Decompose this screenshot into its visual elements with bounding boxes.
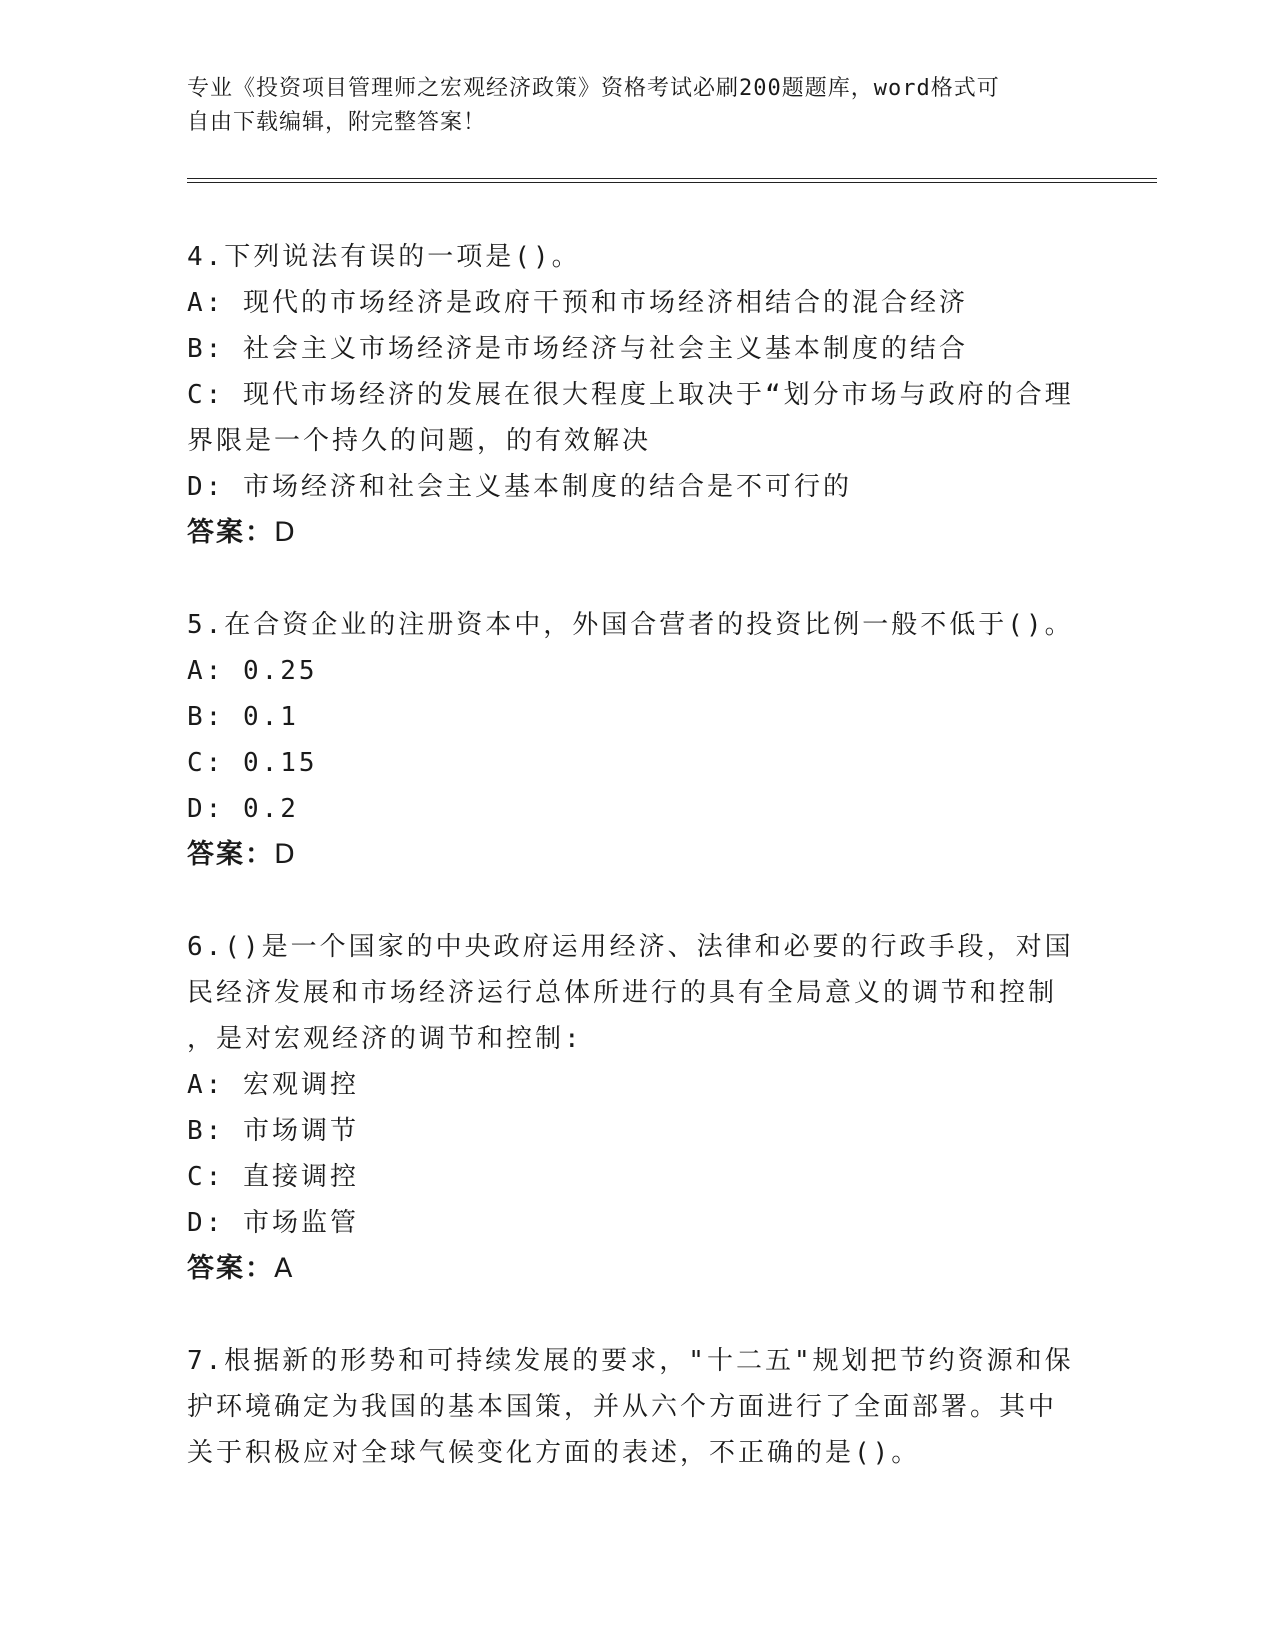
question-stem-line-3: 关于积极应对全球气候变化方面的表述，不正确的是()。	[187, 1438, 921, 1468]
question-4	[187, 234, 1087, 556]
option-c-continued: 界限是一个持久的问题，的有效解决	[187, 426, 652, 456]
answer-label: 答案：	[187, 839, 274, 870]
question-stem: 6.()是一个国家的中央政府运用经济、法律和必要的行政手段，对国	[187, 932, 1074, 962]
answer	[187, 510, 1087, 556]
option-d: D: 市场经济和社会主义基本制度的结合是不可行的	[187, 472, 852, 502]
question-stem-line-2: 民经济发展和市场经济运行总体所进行的具有全局意义的调节和控制	[187, 978, 1058, 1008]
answer	[187, 832, 1087, 878]
answer-label: 答案：	[187, 517, 274, 548]
question-stem-line-2: 护环境确定为我国的基本国策，并从六个方面进行了全面部署。其中	[187, 1392, 1058, 1422]
option-b: B: 社会主义市场经济是市场经济与社会主义基本制度的结合	[187, 334, 968, 364]
document-header	[187, 72, 1067, 140]
question-list	[187, 234, 1087, 1522]
header-divider	[187, 178, 1157, 183]
question-5	[187, 602, 1087, 878]
question-6	[187, 924, 1087, 1292]
question-stem: 5.在合资企业的注册资本中，外国合营者的投资比例一般不低于()。	[187, 610, 1074, 640]
question-stem: 7.根据新的形势和可持续发展的要求，"十二五"规划把节约资源和保	[187, 1346, 1074, 1376]
option-a: A: 宏观调控	[187, 1070, 359, 1100]
option-c: C: 直接调控	[187, 1162, 359, 1192]
option-b: B: 0.1	[187, 702, 299, 732]
option-a: A: 0.25	[187, 656, 318, 686]
option-c: C: 0.15	[187, 748, 318, 778]
option-d: D: 0.2	[187, 794, 299, 824]
answer-value: D	[274, 517, 297, 548]
answer-value: A	[274, 1253, 295, 1284]
answer-value: D	[274, 839, 297, 870]
header-line-2: 自由下载编辑，附完整答案！	[187, 110, 487, 135]
answer-label: 答案：	[187, 1253, 274, 1284]
header-line-1: 专业《投资项目管理师之宏观经济政策》资格考试必刷200题题库，word格式可	[187, 76, 1000, 101]
option-a: A: 现代的市场经济是政府干预和市场经济相结合的混合经济	[187, 288, 968, 318]
question-stem: 4.下列说法有误的一项是()。	[187, 242, 581, 272]
answer	[187, 1246, 1087, 1292]
option-c: C: 现代市场经济的发展在很大程度上取决于“划分市场与政府的合理	[187, 380, 1074, 410]
question-stem-line-3: ，是对宏观经济的调节和控制:	[187, 1024, 583, 1054]
option-b: B: 市场调节	[187, 1116, 359, 1146]
question-7	[187, 1338, 1087, 1476]
option-d: D: 市场监管	[187, 1208, 359, 1238]
